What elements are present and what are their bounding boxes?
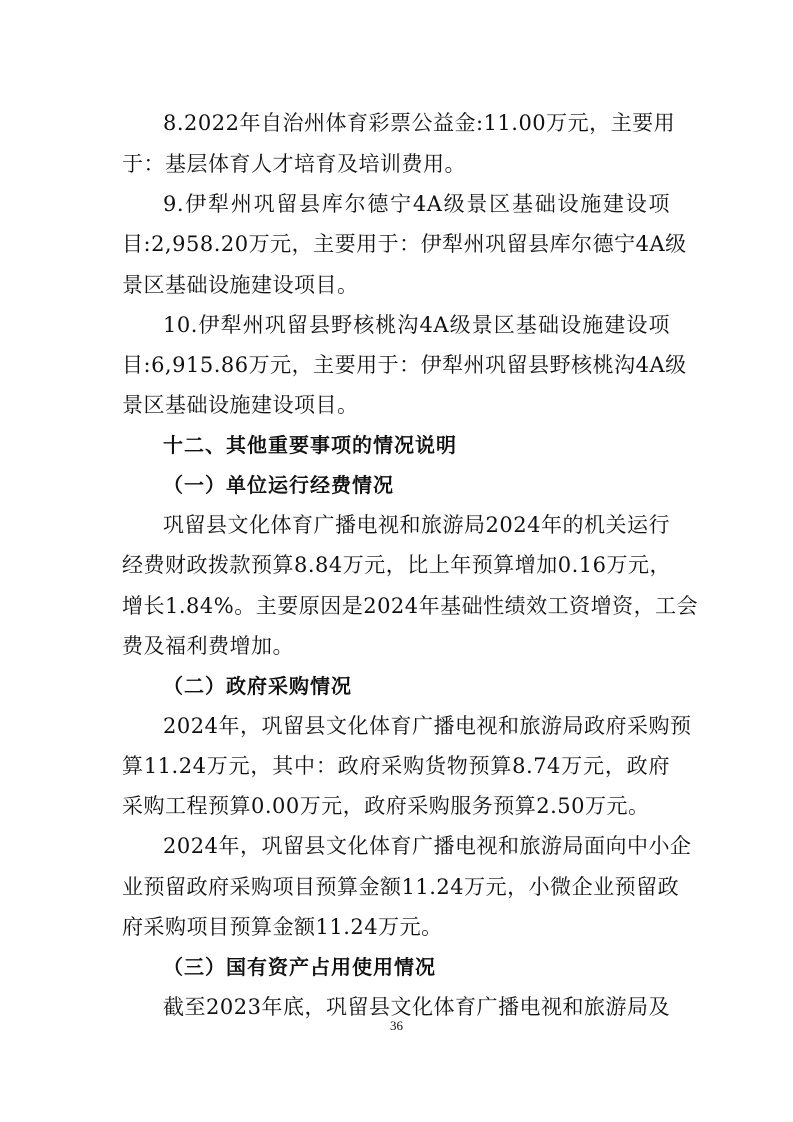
paragraph-line: 2024年，巩留县文化体育广播电视和旅游局政府采购预: [163, 714, 692, 738]
paragraph-line: 8.2022年自治州体育彩票公益金:11.00万元，主要用: [163, 111, 676, 135]
paragraph-line: 10.伊犁州巩留县野核桃沟4A级景区基础设施建设项: [163, 313, 670, 337]
paragraph-line: 2024年，巩留县文化体育广播电视和旅游局面向中小企: [163, 834, 692, 858]
paragraph-line: 巩留县文化体育广播电视和旅游局2024年的机关运行: [163, 513, 670, 537]
paragraph-line: 目:2,958.20万元，主要用于：伊犁州巩留县库尔德宁4A级: [122, 232, 687, 256]
subsection-heading: （三）国有资产占用使用情况: [163, 955, 436, 979]
paragraph-line: 目:6,915.86万元，主要用于：伊犁州巩留县野核桃沟4A级: [122, 353, 687, 377]
paragraph-line: 业预留政府采购项目预算金额11.24万元，小微企业预留政: [122, 875, 680, 899]
paragraph-line: 采购工程预算0.00万元，政府采购服务预算2.50万元。: [122, 794, 650, 818]
paragraph-line: 经费财政拨款预算8.84万元，比上年预算增加0.16万元，: [122, 553, 672, 577]
paragraph-line: 增长1.84%。主要原因是2024年基础性绩效工资增资，工会: [122, 594, 699, 618]
paragraph-line: 于：基层体育人才培育及培训费用。: [122, 152, 466, 176]
paragraph-line: 算11.24万元，其中：政府采购货物预算8.74万元，政府: [122, 754, 670, 778]
paragraph-line: 景区基础设施建设项目。: [122, 273, 359, 297]
paragraph-line: 9.伊犁州巩留县库尔德宁4A级景区基础设施建设项: [163, 192, 670, 216]
paragraph-line: 截至2023年底，巩留县文化体育广播电视和旅游局及: [163, 995, 670, 1019]
paragraph-line: 府采购项目预算金额11.24万元。: [122, 915, 443, 939]
subsection-heading: （一）单位运行经费情况: [163, 473, 394, 497]
paragraph-line: 景区基础设施建设项目。: [122, 393, 359, 417]
section-heading: 十二、其他重要事项的情况说明: [163, 433, 457, 457]
subsection-heading: （二）政府采购情况: [163, 674, 352, 698]
page-number: 36: [390, 1018, 403, 1033]
paragraph-line: 费及福利费增加。: [122, 634, 294, 658]
